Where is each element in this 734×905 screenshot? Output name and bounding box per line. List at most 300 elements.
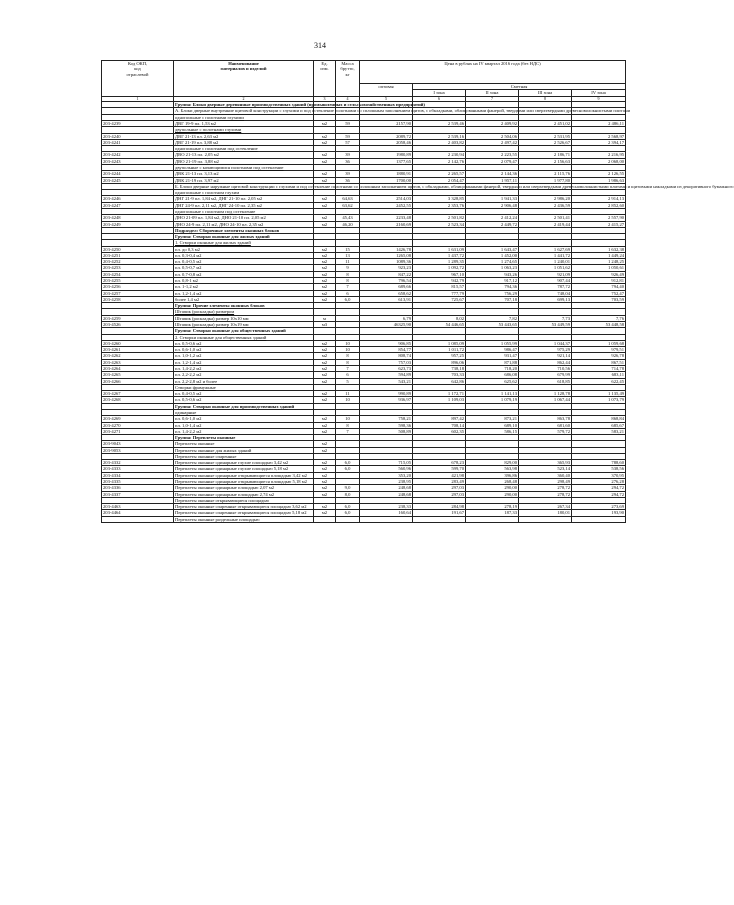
row-price-zone4: 926,78 bbox=[572, 353, 626, 359]
row-name: однопольные с полотном глухим bbox=[174, 190, 314, 196]
row-price-zone1: 2 539,16 bbox=[413, 133, 466, 139]
row-code: 203-4258 bbox=[102, 296, 174, 302]
row-unit: м2 bbox=[314, 252, 336, 258]
row-price-zone1: 2 403,82 bbox=[413, 139, 466, 145]
row-price-zone3: 298,49 bbox=[519, 479, 572, 485]
row-mass: 6,0 bbox=[336, 466, 360, 472]
row-price-zone3: 863,78 bbox=[519, 416, 572, 422]
row-code: 203-4332 bbox=[102, 460, 174, 466]
row-price-opt: 2089,72 bbox=[360, 133, 413, 139]
row-name: пл. 2,2-2,8 м2 и более bbox=[174, 378, 314, 384]
row-code: 203-4265 bbox=[102, 372, 174, 378]
row-price-zone1: 8,02 bbox=[413, 315, 466, 321]
row-price-zone1: 2 353,76 bbox=[413, 202, 466, 208]
row-name: двупольные с полотнами глухими bbox=[174, 127, 314, 133]
row-price-zone2: 1 957,11 bbox=[466, 177, 519, 183]
row-price-zone1: 54 446,65 bbox=[413, 322, 466, 328]
row-code bbox=[102, 516, 174, 522]
row-price-zone2: 2 504,06 bbox=[466, 133, 519, 139]
row-name: Переплеты оконные одинарные площадью 2,07 м2 bbox=[174, 485, 314, 491]
row-name: пл. 0,5-0,6 м2 bbox=[174, 340, 314, 346]
col-number: 8 bbox=[519, 96, 572, 102]
row-price-zone4: 294,72 bbox=[572, 491, 626, 497]
row-mass: 7 bbox=[336, 365, 360, 371]
col-number: 5 bbox=[360, 96, 413, 102]
row-unit: м2 bbox=[314, 284, 336, 290]
row-unit: м2 bbox=[314, 353, 336, 359]
row-price-opt: 6,79 bbox=[360, 315, 413, 321]
row-price-zone4: 703,59 bbox=[572, 296, 626, 302]
row-price-opt: 854,77 bbox=[360, 347, 413, 353]
row-price-zone1: 2 054,47 bbox=[413, 177, 466, 183]
row-unit bbox=[314, 516, 336, 522]
row-price-zone2: 625,62 bbox=[466, 378, 519, 384]
row-price-zone1: 1 109,03 bbox=[413, 397, 466, 403]
row-mass bbox=[336, 516, 360, 522]
row-price-opt: 936,97 bbox=[360, 397, 413, 403]
row-name: Переплеты оконные для жилых зданий bbox=[174, 447, 314, 453]
row-code: 203-4336 bbox=[102, 485, 174, 491]
row-mass: 39 bbox=[336, 171, 360, 177]
row-unit: м2 bbox=[314, 359, 336, 365]
row-name: ДНО 24-9 пл. 2,11 м2, ДНО 24-10 пл. 2,35 м2 bbox=[174, 221, 314, 227]
row-price-zone3: 2 186,71 bbox=[519, 152, 572, 158]
row-price-zone2: 278,19 bbox=[466, 504, 519, 510]
row-code: 203-4335 bbox=[102, 479, 174, 485]
row-price-zone4: 7,76 bbox=[572, 315, 626, 321]
row-price-opt: 2452,55 bbox=[360, 202, 413, 208]
row-price-zone4: 583,21 bbox=[572, 428, 626, 434]
row-price-zone2: 563,98 bbox=[466, 466, 519, 472]
row-unit: м2 bbox=[314, 365, 336, 371]
row-price-zone1: 896,06 bbox=[413, 359, 466, 365]
row-price-zone1: 191,67 bbox=[413, 510, 466, 516]
row-mass: 13 bbox=[336, 252, 360, 258]
row-price-opt: 2233,48 bbox=[360, 215, 413, 221]
row-price-zone2: 586,15 bbox=[466, 428, 519, 434]
row-price-opt: 248,68 bbox=[360, 485, 413, 491]
row-mass: 7 bbox=[336, 284, 360, 290]
row-price-zone3: 681,60 bbox=[519, 422, 572, 428]
row-price-zone3: 2 526,67 bbox=[519, 139, 572, 145]
row-code: 203-4241 bbox=[102, 139, 174, 145]
row-mass: 10 bbox=[336, 340, 360, 346]
row-price-zone2: 931,47 bbox=[466, 353, 519, 359]
row-price-opt: 508,89 bbox=[360, 428, 413, 434]
row-price-zone1: 815,57 bbox=[413, 284, 466, 290]
row-price-zone4: 868,84 bbox=[572, 416, 626, 422]
row-price-zone1: 1 289,35 bbox=[413, 259, 466, 265]
row-price-zone2: 187,33 bbox=[466, 510, 519, 516]
row-name: Штапик (раскладка) размер 10х10 мм bbox=[174, 315, 314, 321]
row-name: пл. 0,4-0,5 м2 bbox=[174, 259, 314, 265]
row-unit: м2 bbox=[314, 259, 336, 265]
row-code: 203-4333 bbox=[102, 466, 174, 472]
row-price-zone1: 738,18 bbox=[413, 365, 466, 371]
row-price-opt: 594,89 bbox=[360, 372, 413, 378]
row-price-opt: 796,54 bbox=[360, 278, 413, 284]
row-name: ДВО 21-13 пл. 2,05 м2 bbox=[174, 152, 314, 158]
table-body bbox=[102, 102, 734, 523]
row-price-zone4 bbox=[572, 516, 626, 522]
row-price-zone2: 2 144,36 bbox=[466, 171, 519, 177]
row-name: пл. 0,3-0,4 м2 bbox=[174, 252, 314, 258]
row-mass: 10 bbox=[336, 416, 360, 422]
row-mass: 8 bbox=[336, 353, 360, 359]
row-price-opt: 808,74 bbox=[360, 353, 413, 359]
row-price-opt: 598,36 bbox=[360, 422, 413, 428]
row-mass: 9,0 bbox=[336, 485, 360, 491]
row-price-zone1: 967,10 bbox=[413, 271, 466, 277]
row-price-zone3: 787,72 bbox=[519, 284, 572, 290]
row-unit: м2 bbox=[314, 510, 336, 516]
row-name: пл. 1,4-2,2 м2 bbox=[174, 428, 314, 434]
row-mass: 8 bbox=[336, 422, 360, 428]
row-name: Переплеты оконные bbox=[174, 441, 314, 447]
row-price-zone4: 794,40 bbox=[572, 284, 626, 290]
row-code: 203-4250 bbox=[102, 246, 174, 252]
row-price-zone2: 290,00 bbox=[466, 491, 519, 497]
row-code: 203-4526 bbox=[102, 322, 174, 328]
row-price-opt: 658,62 bbox=[360, 290, 413, 296]
row-price-opt: 2160,69 bbox=[360, 221, 413, 227]
row-price-opt bbox=[360, 516, 413, 522]
row-mass: 6,0 bbox=[336, 510, 360, 516]
row-price-zone2: 2 079,47 bbox=[466, 158, 519, 164]
row-price-zone4: 752,47 bbox=[572, 290, 626, 296]
row-price-zone1: 897,42 bbox=[413, 416, 466, 422]
row-price-zone2: 1 141,13 bbox=[466, 391, 519, 397]
row-name: пл. 0,5-0,6 м2 bbox=[174, 397, 314, 403]
row-unit: м2 bbox=[314, 278, 336, 284]
row-name: Переплеты оконные одинарные глухие площадью 5,18 м2 bbox=[174, 466, 314, 472]
row-price-zone1: 284,98 bbox=[413, 504, 466, 510]
row-mass: 39 bbox=[336, 152, 360, 158]
row-price-zone2: 794,36 bbox=[466, 284, 519, 290]
row-price-zone4: 979,51 bbox=[572, 347, 626, 353]
row-price-zone1: 725,67 bbox=[413, 296, 466, 302]
row-price-zone4: 276,28 bbox=[572, 479, 626, 485]
row-price-zone1: 2 265,57 bbox=[413, 171, 466, 177]
row-mass: 15 bbox=[336, 246, 360, 252]
row-code: 203-4253 bbox=[102, 265, 174, 271]
row-code: 203-4252 bbox=[102, 259, 174, 265]
row-mass: 45,43 bbox=[336, 215, 360, 221]
row-price-zone1: 2 523,34 bbox=[413, 221, 466, 227]
row-price-zone3: 2 501,41 bbox=[519, 215, 572, 221]
row-price-zone2: 1 055,99 bbox=[466, 340, 519, 346]
col-number: 6 bbox=[413, 96, 466, 102]
row-price-zone4: 1 248,25 bbox=[572, 259, 626, 265]
row-unit: м2 bbox=[314, 158, 336, 164]
row-mass: 6 bbox=[336, 290, 360, 296]
row-name: пл. 2,2-2,2 м2 bbox=[174, 372, 314, 378]
row-name: однопольные с полотном под остекление bbox=[174, 208, 314, 214]
row-name: пл. 1,0-1,2 м2 bbox=[174, 353, 314, 359]
row-price-zone1: 957,25 bbox=[413, 353, 466, 359]
row-mass: 8 bbox=[336, 271, 360, 277]
row-unit: м2 bbox=[314, 460, 336, 466]
row-unit: м2 bbox=[314, 391, 336, 397]
header-code: Код ОКП, код отраслевой bbox=[102, 61, 174, 97]
row-price-opt: 990,89 bbox=[360, 391, 413, 397]
row-mass: 46,20 bbox=[336, 221, 360, 227]
row-price-zone3: 710,56 bbox=[519, 365, 572, 371]
row-price-opt: 906,85 bbox=[360, 340, 413, 346]
row-price-zone2: 686,08 bbox=[466, 372, 519, 378]
row-name: однопольные с полотнами под остекление bbox=[174, 146, 314, 152]
row-code: 203-4248 bbox=[102, 215, 174, 221]
row-price-zone4: 53 448,58 bbox=[572, 322, 626, 328]
row-code: 203-4270 bbox=[102, 422, 174, 428]
row-unit: м2 bbox=[314, 265, 336, 271]
row-name: Штапик (раскладка) размером bbox=[174, 309, 314, 315]
row-code: 203-4242 bbox=[102, 152, 174, 158]
row-name: ДНГ 24-9 пл. 2,11 м2, ДНГ 24-10 пл. 2,35 м2 bbox=[174, 202, 314, 208]
row-unit: м2 bbox=[314, 139, 336, 145]
row-price-zone1: 2 539,46 bbox=[413, 121, 466, 127]
row-price-zone4: 294,72 bbox=[572, 485, 626, 491]
row-price-opt: 1980,89 bbox=[360, 152, 413, 158]
row-name: Переплеты оконные спаренные bbox=[174, 453, 314, 459]
row-price-zone4: 2 852,60 bbox=[572, 202, 626, 208]
row-code: 203-9053 bbox=[102, 447, 174, 453]
row-price-zone4: 2 914,13 bbox=[572, 196, 626, 202]
row-price-zone4: 538,56 bbox=[572, 466, 626, 472]
row-price-zone3: 1 044,37 bbox=[519, 340, 572, 346]
row-code: 203-4337 bbox=[102, 491, 174, 497]
col-number: 4 bbox=[336, 96, 360, 102]
row-price-opt: 847,22 bbox=[360, 271, 413, 277]
row-code: 203-4263 bbox=[102, 359, 174, 365]
row-price-zone3: 1 051,62 bbox=[519, 265, 572, 271]
row-price-opt: 1265,08 bbox=[360, 252, 413, 258]
row-price-zone2: 1 063,23 bbox=[466, 265, 519, 271]
row-name: Переплеты оконные одинарные открывающиеся площадью 5,18 м2 bbox=[174, 479, 314, 485]
row-unit: м2 bbox=[314, 428, 336, 434]
row-price-zone3: 1 977,80 bbox=[519, 177, 572, 183]
row-price-opt: 758,21 bbox=[360, 416, 413, 422]
row-unit: м2 bbox=[314, 422, 336, 428]
row-price-zone3: 862,44 bbox=[519, 359, 572, 365]
row-price-zone1: 1 011,72 bbox=[413, 347, 466, 353]
row-price-zone4: 273,69 bbox=[572, 504, 626, 510]
row-unit: м2 bbox=[314, 296, 336, 302]
row-code: 203-4268 bbox=[102, 397, 174, 403]
row-price-opt: 2514,03 bbox=[360, 196, 413, 202]
row-price-zone1: 2 142,76 bbox=[413, 158, 466, 164]
row-mass: 6,0 bbox=[336, 504, 360, 510]
row-unit: м2 bbox=[314, 215, 336, 221]
row-price-zone3: 748,04 bbox=[519, 290, 572, 296]
price-table bbox=[101, 60, 734, 523]
header-zone-4: IV зона bbox=[572, 90, 626, 96]
row-price-zone2: 1 643,47 bbox=[466, 246, 519, 252]
row-name: Штапик (раскладка) размер 10х19 мм bbox=[174, 322, 314, 328]
row-code: 203-4269 bbox=[102, 416, 174, 422]
row-unit: м2 bbox=[314, 479, 336, 485]
row-mass: 8 bbox=[336, 278, 360, 284]
row-price-zone2: 2 409,92 bbox=[466, 121, 519, 127]
row-price-zone4: 2 126,55 bbox=[572, 171, 626, 177]
row-name: ДВГ 21-13 пл. 2,63 м2 bbox=[174, 133, 314, 139]
row-mass: 63,62 bbox=[336, 202, 360, 208]
row-price-zone1: 421,98 bbox=[413, 472, 466, 478]
row-price-zone3: 278,72 bbox=[519, 485, 572, 491]
row-code: 203-4267 bbox=[102, 391, 174, 397]
row-name: ДВК 21-13 пл. 3,13 м2 bbox=[174, 171, 314, 177]
row-price-zone2: 396,86 bbox=[466, 472, 519, 478]
row-code: 203-4239 bbox=[102, 121, 174, 127]
row-price-zone1: 642,86 bbox=[413, 378, 466, 384]
row-mass: 6 bbox=[336, 372, 360, 378]
row-price-zone4: 1 059,68 bbox=[572, 340, 626, 346]
row-name: ДВК 21-19 пл. 3,97 м2 bbox=[174, 177, 314, 183]
row-code: 203-4259 bbox=[102, 315, 174, 321]
row-price-zone2: 756,29 bbox=[466, 290, 519, 296]
row-price-opt: 2157,90 bbox=[360, 121, 413, 127]
row-name: пл. 1,2-1,4 м2 bbox=[174, 290, 314, 296]
row-price-zone3: 7,73 bbox=[519, 315, 572, 321]
row-mass: 11 bbox=[336, 391, 360, 397]
row-name: одинарные bbox=[174, 409, 314, 415]
row-unit: м2 bbox=[314, 504, 336, 510]
row-name: ДВО 21-19 пл. 3,88 м2 bbox=[174, 158, 314, 164]
row-unit: м2 bbox=[314, 171, 336, 177]
row-unit: м2 bbox=[314, 121, 336, 127]
row-price-zone4: 1 135,49 bbox=[572, 391, 626, 397]
row-name: пл. 1,4-2,2 м2 bbox=[174, 365, 314, 371]
row-price-opt: 2058,46 bbox=[360, 139, 413, 145]
row-code: 203-4464 bbox=[102, 510, 174, 516]
row-mass: 11 bbox=[336, 259, 360, 265]
row-mass: 6,0 bbox=[336, 296, 360, 302]
row-mass: 57 bbox=[336, 139, 360, 145]
row-price-opt: 623,73 bbox=[360, 365, 413, 371]
row-price-zone3: 975,29 bbox=[519, 347, 572, 353]
row-price-zone2: 986,47 bbox=[466, 347, 519, 353]
row-price-zone4: 867,51 bbox=[572, 359, 626, 365]
row-name: пл. 0,6-1,0 м2 bbox=[174, 416, 314, 422]
row-name: пл. 0,8-1 м2 bbox=[174, 278, 314, 284]
row-price-zone1: 777,79 bbox=[413, 290, 466, 296]
row-unit: м2 bbox=[314, 177, 336, 183]
row-price-zone3: 267,34 bbox=[519, 504, 572, 510]
col-number: 9 bbox=[572, 96, 626, 102]
header-smetnaya: Сметная bbox=[413, 84, 626, 90]
row-price-zone2: 268,48 bbox=[466, 479, 519, 485]
row-code: 203-4251 bbox=[102, 252, 174, 258]
row-price-zone3: 2 531,95 bbox=[519, 133, 572, 139]
row-price-zone4: 2 394,17 bbox=[572, 139, 626, 145]
row-price-zone1: 678,23 bbox=[413, 460, 466, 466]
row-price-zone2: 290,00 bbox=[466, 485, 519, 491]
row-price-zone3 bbox=[519, 516, 572, 522]
row-name: пл. 0,5-0,7 м2 bbox=[174, 265, 314, 271]
row-price-opt: 1089,36 bbox=[360, 259, 413, 265]
table-row bbox=[102, 183, 626, 189]
row-name: 1. Створки оконные для жилых зданий bbox=[174, 240, 314, 246]
row-price-zone2: 2 223,55 bbox=[466, 152, 519, 158]
row-price-zone3: 360,40 bbox=[519, 472, 572, 478]
row-code: 203-4257 bbox=[102, 290, 174, 296]
row-price-zone1: 2 230,94 bbox=[413, 152, 466, 158]
row-price-zone1: 2 501,82 bbox=[413, 215, 466, 221]
row-price-zone2: 917,12 bbox=[466, 278, 519, 284]
row-price-zone4: 1 050,61 bbox=[572, 265, 626, 271]
row-price-zone3: 180,01 bbox=[519, 510, 572, 516]
row-price-zone3: 699,13 bbox=[519, 296, 572, 302]
header-zone-2: II зона bbox=[466, 90, 519, 96]
row-name: Переплеты оконные открывающиеся площадью bbox=[174, 497, 314, 503]
row-mass: 36 bbox=[336, 177, 360, 183]
row-price-zone3: 921,09 bbox=[519, 271, 572, 277]
row-code: 203-9043 bbox=[102, 441, 174, 447]
row-code: 203-4271 bbox=[102, 428, 174, 434]
row-name: Группа: Створки оконные для общественных зданий bbox=[174, 328, 314, 334]
row-price-zone3: 2 986,20 bbox=[519, 196, 572, 202]
row-mass: 8,0 bbox=[336, 491, 360, 497]
row-price-zone2: 2 412,24 bbox=[466, 215, 519, 221]
row-name: А. Блоки дверные внутренние щитовой конструкции с глухими и под остекление полотнами со сплошным заполнением щитов, с обкладками, облицованными фанерой, твердыми или сверхтвердыми древесноволокнистыми плитами bbox=[175, 108, 631, 114]
row-unit: м2 bbox=[314, 152, 336, 158]
row-code: 203-4262 bbox=[102, 353, 174, 359]
row-price-zone4: 370,95 bbox=[572, 472, 626, 478]
row-unit: м3 bbox=[314, 322, 336, 328]
header-price-title: Цена в рублях на IV квартал 2016 года (без НДС) bbox=[360, 61, 626, 84]
row-mass: 10 bbox=[336, 397, 360, 403]
row-unit: м2 bbox=[314, 271, 336, 277]
row-code: 203-4243 bbox=[102, 158, 174, 164]
row-unit: м2 bbox=[314, 447, 336, 453]
row-name: пл. 0,7-0,8 м2 bbox=[174, 271, 314, 277]
row-name: ДНГ 21-9 пл. 1,84 м2, ДНГ 21-10 пл. 2,05 м2 bbox=[174, 196, 314, 202]
row-price-opt: 160,64 bbox=[360, 510, 413, 516]
header-mass: Масса брутто, кг bbox=[336, 61, 360, 97]
row-name: однопольные с полотнами глухими bbox=[174, 114, 314, 120]
row-price-zone3: 1 240,01 bbox=[519, 259, 572, 265]
row-name: Переплеты оконные раздельные площадью bbox=[174, 516, 314, 522]
row-code: 203-4255 bbox=[102, 278, 174, 284]
row-name: ДНО 21-09 пл. 1,84 м2, ДНО 21-10 пл. 2,05 м2 bbox=[174, 215, 314, 221]
row-price-zone3: 365,93 bbox=[519, 460, 572, 466]
row-price-zone2: 689,10 bbox=[466, 422, 519, 428]
row-price-zone4: 1 073,79 bbox=[572, 397, 626, 403]
row-mass: 59 bbox=[336, 121, 360, 127]
row-price-zone3: 2 451,02 bbox=[519, 121, 572, 127]
row-price-zone1: 297,03 bbox=[413, 491, 466, 497]
row-price-zone1: 297,03 bbox=[413, 485, 466, 491]
row-price-opt: 757,03 bbox=[360, 359, 413, 365]
row-price-zone1: 602,35 bbox=[413, 428, 466, 434]
row-name: более 1,4 м2 bbox=[174, 296, 314, 302]
row-price-opt: 543,21 bbox=[360, 378, 413, 384]
row-price-zone1: 703,33 bbox=[413, 372, 466, 378]
row-price-zone2: 1 274,65 bbox=[466, 259, 519, 265]
row-name: ДВГ 21-19 пл. 3,88 м2 bbox=[174, 139, 314, 145]
page-number: 314 bbox=[314, 41, 326, 50]
row-name: Б. Блоки дверные наружные щитовой конструкции с глухими и под остекление полотнами со сплошным заполнением щитов, с обкладками, облицованными фанерой, твердыми или сверхтвердыми древесноволокнистыми плитами и щитовыми накладками из декоративного бумажного bbox=[175, 183, 734, 189]
row-price-zone1: 942,79 bbox=[413, 278, 466, 284]
header-name: Наименование материалов и изделий bbox=[174, 61, 314, 97]
row-mass: 8 bbox=[336, 359, 360, 365]
row-mass: 64,63 bbox=[336, 196, 360, 202]
row-price-zone2: 1 079,19 bbox=[466, 397, 519, 403]
row-unit: м2 bbox=[314, 340, 336, 346]
header-unit: Ед. изм. bbox=[314, 61, 336, 97]
row-price-zone4: 2 415,27 bbox=[572, 221, 626, 227]
table-row bbox=[102, 516, 626, 522]
